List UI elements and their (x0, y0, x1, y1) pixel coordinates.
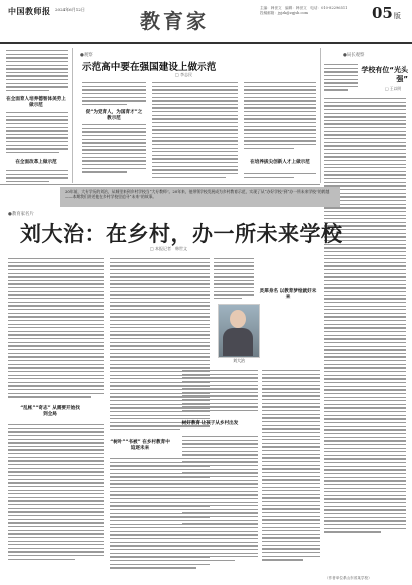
page-number-value: 05 (372, 4, 393, 22)
feature-subhead-d: 灵犀身名 以教育梦绘就好未来 (259, 289, 317, 300)
feature-col-3-top (214, 258, 254, 302)
feature-col-4 (262, 370, 320, 563)
opinion-headline: 示范高中要在强国建设上做示范 (82, 62, 217, 73)
sidebar-author: □ 王以明 (385, 86, 402, 91)
issue-date: 2024年6月12日 (55, 7, 85, 12)
sidebar-body (324, 98, 406, 535)
opinion-tag: ●观察 (80, 53, 93, 58)
feature-tag: ●教育家名片 (8, 212, 34, 217)
feature-byline: □ 本报记者 韩世文 (150, 246, 188, 251)
editor-line-1: 主编：韩世文 编辑：韩世文 电话：010-82296511 (260, 6, 348, 10)
left-column-body-3 (6, 170, 68, 185)
feature-subhead-a: “乱帐”“奇志” 从需要开始找到全局 (20, 406, 80, 417)
opinion-subhead-2: 在培养拔尖创新人才上做示范 (250, 160, 310, 165)
sidebar-headline: 学校有位“光头强” (361, 66, 408, 83)
page-number-suffix: 版 (393, 12, 401, 20)
left-subhead-2: 在全面改革上做示范 (15, 160, 57, 165)
feature-headline: 刘大治：在乡村，办一所未来学校 (20, 221, 343, 246)
author-affiliation: （作者单位系山东省某学校） (325, 576, 372, 580)
opinion-author: □ 李志民 (175, 72, 193, 77)
feature-col-1b (8, 424, 104, 562)
feature-col-3 (182, 370, 258, 414)
page-number (372, 4, 401, 22)
feature-col-3b (182, 436, 258, 563)
opinion-subhead-1: 促“为党育人，为国育才”之教示范 (85, 110, 143, 121)
portrait-face (230, 310, 246, 328)
masthead (0, 0, 412, 44)
newspaper-logo: 中国教师报 (8, 6, 51, 16)
portrait-body (223, 328, 253, 356)
feature-subhead-b: “树叶”“书被” 在乡村教育中追逐未来 (110, 440, 170, 451)
opinion-col-1 (82, 82, 146, 107)
opinion-col-1b (82, 124, 146, 175)
feature-col-1 (8, 258, 104, 400)
editor-line-2: 投稿邮箱：jyjzk@zgjsb.com (260, 11, 309, 15)
opinion-col-2 (152, 82, 238, 180)
left-column-body-1 (6, 50, 68, 94)
left-subhead-1: 在全面育人培养德智体美劳上做示范 (6, 97, 66, 108)
sidebar-tag: ●局长观察 (343, 53, 365, 58)
editor-info (260, 6, 347, 16)
left-column-body-2 (6, 112, 68, 156)
opinion-col-3 (244, 82, 316, 151)
sidebar-intro (324, 64, 358, 93)
feature-subhead-c: 树好教育 让孩子从乡村出发 (181, 421, 239, 426)
photo-caption: 刘大治 (233, 358, 245, 363)
editor-note-text: 20年前，大专学历的刘治，从城里来到乡村学校当“大专教师”。20年来，他带领学校发展成为乡村教育示范，实现了从“办好学校”到“办一所未来学校”的跨越——本期我们讲述他在乡村学校里追寻“未来”的故事。 (65, 189, 330, 200)
section-title: 教育家 (140, 9, 209, 33)
opinion-col-3b (244, 173, 316, 180)
